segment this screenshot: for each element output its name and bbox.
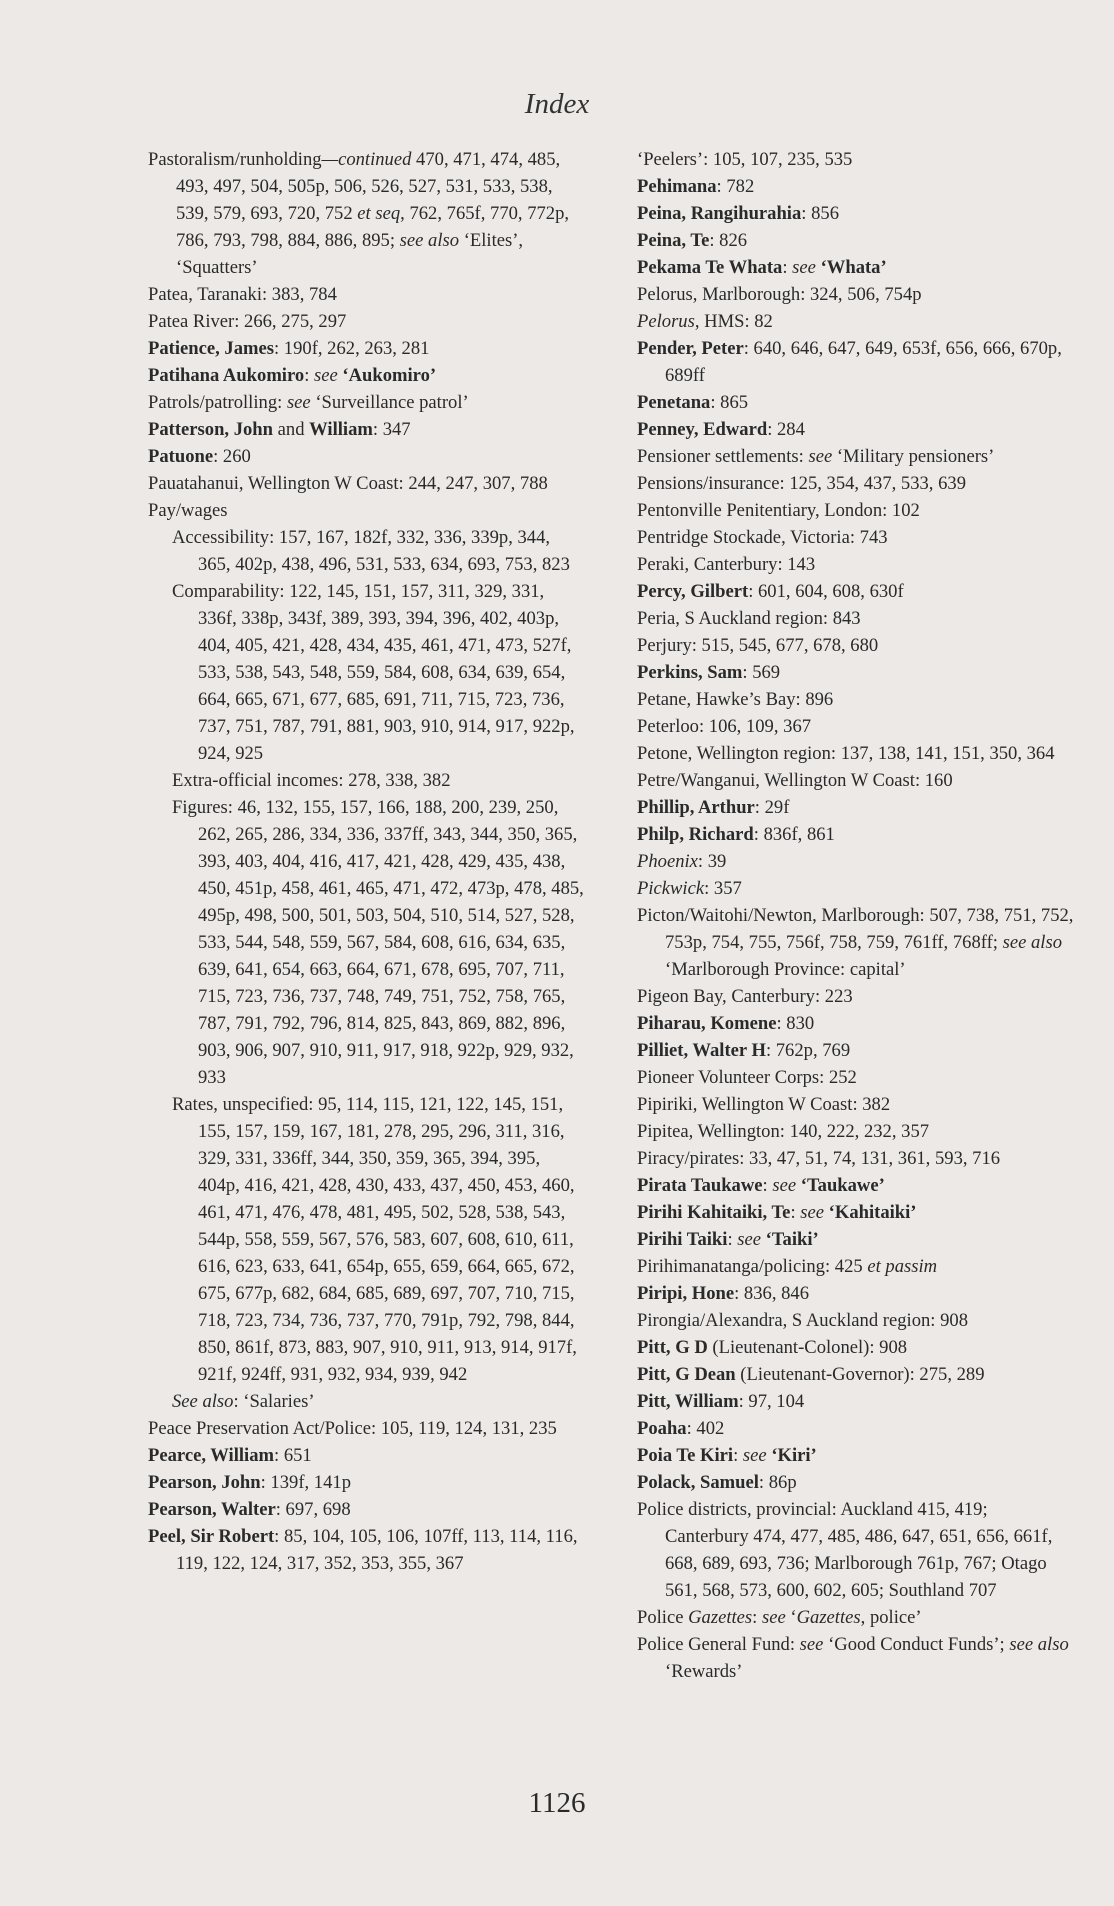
entry-text: Police districts, provincial: Auckland 415, 419; Canterbury 474, 477, 485, 486, 647, 651, 656, 661f, 668, 689, 693, 736; Marlborough 761p, 767; Otago 561, 568, 573, 600, 602, 605; Southland 707 <box>637 1499 1053 1601</box>
index-entry <box>637 551 1074 578</box>
entry-text: Pelorus, Marlborough: 324, 506, 754p <box>637 284 922 305</box>
entry-text: Petane, Hawke’s Bay: 896 <box>637 689 834 710</box>
entry-text: : <box>304 365 315 386</box>
entry-text: Peterloo: 106, 109, 367 <box>637 716 812 737</box>
entry-text: Piharau, Komene <box>637 1013 777 1034</box>
entry-text: ‘Rewards’ <box>665 1661 743 1682</box>
entry-text: see <box>772 1175 797 1196</box>
index-subentry <box>148 1388 584 1415</box>
index-entry <box>637 1280 1074 1307</box>
index-entry <box>637 1199 1074 1226</box>
index-entry <box>637 1604 1074 1631</box>
entry-text: Pitt, William <box>637 1391 739 1412</box>
entry-text: Pelorus <box>637 311 695 332</box>
entry-text: Poaha <box>637 1418 687 1439</box>
index-entry <box>148 416 584 443</box>
index-entry <box>148 443 584 470</box>
entry-text: —continued <box>321 149 412 170</box>
entry-text: ‘Taiki’ <box>765 1229 819 1250</box>
index-entry <box>148 362 584 389</box>
index-entry <box>637 605 1074 632</box>
entry-text: Gazettes <box>796 1607 861 1628</box>
index-entry <box>637 1361 1074 1388</box>
entry-text: Pearson, John <box>148 1472 261 1493</box>
entry-text: Pirata Taukawe <box>637 1175 763 1196</box>
index-entry <box>637 1226 1074 1253</box>
entry-text: et seq <box>357 203 401 224</box>
entry-text: : 347 <box>372 419 411 440</box>
entry-text: ‘Aukomiro’ <box>342 365 437 386</box>
entry-text: see <box>737 1229 762 1250</box>
entry-text: Pioneer Volunteer Corps: 252 <box>637 1067 857 1088</box>
index-entry <box>148 1523 584 1577</box>
entry-text: ‘Kahitaiki’ <box>828 1202 917 1223</box>
index-entry <box>637 254 1074 281</box>
index-entry <box>637 767 1074 794</box>
entry-text: ‘Marlborough Province: capital’ <box>665 959 906 980</box>
entry-text: Perjury: 515, 545, 677, 678, 680 <box>637 635 879 656</box>
entry-text: , HMS: 82 <box>694 311 773 332</box>
entry-text: : 402 <box>686 1418 725 1439</box>
index-entry <box>637 902 1074 983</box>
running-header: Index <box>524 88 590 120</box>
entry-text: Figures: 46, 132, 155, 157, 166, 188, 200, 239, 250, 262, 265, 286, 334, 336, 337ff, 343, 344, 350, 365, 393, 403, 404, 416, 417, 421, 428, 429, 435, 438, 450, 451p, 458, 461, 465, 471, 472, 473p, 478, 485, 495p, 498, 500, 501, 503, 504, 510, 514, 527, 528, 533, 544, 548, 559, 567, 584, 608, 616, 634, 635, 639, 641, 654, 663, 664, 671, 678, 695, 707, 711, 715, 723, 736, 737, 748, 749, 751, 752, 758, 765, 787, 791, 792, 796, 814, 825, 843, 869, 882, 896, 903, 906, 907, 910, 911, 917, 918, 922p, 929, 932, 933 <box>172 797 584 1088</box>
entry-text: : <box>752 1607 762 1628</box>
entry-text: : 830 <box>776 1013 815 1034</box>
entry-text: Philp, Richard <box>637 824 754 845</box>
entry-text: , police’ <box>860 1607 922 1628</box>
index-entry <box>637 740 1074 767</box>
entry-text: see <box>808 446 833 467</box>
entry-text: Peina, Rangihurahia <box>637 203 802 224</box>
entry-text: Pentridge Stockade, Victoria: 743 <box>637 527 888 548</box>
entry-text: see <box>792 257 816 278</box>
entry-text: : 190f, 262, 263, 281 <box>273 338 430 359</box>
index-entry <box>637 389 1074 416</box>
entry-text: see <box>314 365 338 386</box>
index-entry <box>637 524 1074 551</box>
entry-text: : 29f <box>754 797 790 818</box>
entry-text: Poia Te Kiri <box>637 1445 734 1466</box>
entry-text: Patience, James <box>148 338 274 359</box>
index-entry <box>148 146 584 281</box>
index-entry <box>637 1037 1074 1064</box>
entry-text: : 85, 104, 105, 106, 107ff, 113, 114, 116, 119, 122, 124, 317, 352, 353, 355, 367 <box>176 1526 578 1574</box>
entry-text: : 651 <box>274 1445 312 1466</box>
entry-text: Pearce, William <box>148 1445 274 1466</box>
index-entry <box>637 983 1074 1010</box>
index-entry <box>637 146 1074 173</box>
index-entry <box>637 794 1074 821</box>
entry-text: : 856 <box>801 203 839 224</box>
entry-text: Petre/Wanganui, Wellington W Coast: 160 <box>637 770 953 791</box>
entry-text: ‘Peelers’: 105, 107, 235, 535 <box>637 149 853 170</box>
index-entry <box>637 875 1074 902</box>
index-entry <box>148 1415 584 1442</box>
index-entry <box>148 497 584 524</box>
entry-text: Pirihi Taiki <box>637 1229 728 1250</box>
index-entry <box>637 200 1074 227</box>
entry-text: Phoenix <box>637 851 698 872</box>
entry-text: see also <box>1009 1634 1069 1655</box>
entry-text: ‘Good Conduct Funds’; <box>823 1634 1010 1655</box>
index-entry <box>637 335 1074 389</box>
entry-text: Penetana <box>637 392 711 413</box>
entry-text: see <box>800 1202 825 1223</box>
index-entry <box>637 659 1074 686</box>
entry-text: Patterson, John <box>148 419 273 440</box>
entry-text: : 836, 846 <box>734 1283 810 1304</box>
entry-text: Police <box>637 1607 689 1628</box>
entry-text: Pipitea, Wellington: 140, 222, 232, 357 <box>637 1121 930 1142</box>
entry-text: Pitt, G Dean <box>637 1364 736 1385</box>
entry-text: Patea River: 266, 275, 297 <box>148 311 347 332</box>
entry-text: (Lieutenant-Governor): 275, 289 <box>735 1364 985 1385</box>
entry-text: Phillip, Arthur <box>637 797 755 818</box>
entry-text: Pay/wages <box>148 500 228 521</box>
entry-text: : 865 <box>710 392 749 413</box>
index-entry <box>637 470 1074 497</box>
entry-text: Pender, Peter <box>637 338 744 359</box>
entry-text: Pilliet, Walter H <box>637 1040 766 1061</box>
entry-text: see <box>286 392 311 413</box>
entry-text: ‘Whata’ <box>820 257 887 278</box>
index-entry <box>637 173 1074 200</box>
entry-text: See also <box>172 1391 234 1412</box>
entry-text: ‘Kiri’ <box>771 1445 817 1466</box>
entry-text: Patrols/patrolling: <box>148 392 287 413</box>
entry-text: Pickwick <box>637 878 705 899</box>
entry-text: Pastoralism/runholding <box>148 149 322 170</box>
entry-text: Penney, Edward <box>637 419 768 440</box>
entry-text: (Lieutenant-Colonel): 908 <box>707 1337 908 1358</box>
index-entry <box>637 1145 1074 1172</box>
index-entry <box>148 1496 584 1523</box>
index-column-left <box>148 146 584 1577</box>
entry-text: Extra-official incomes: 278, 338, 382 <box>172 770 451 791</box>
index-entry <box>637 1388 1074 1415</box>
index-entry <box>148 1469 584 1496</box>
entry-text: Pirihi Kahitaiki, Te <box>637 1202 791 1223</box>
entry-text: Rates, unspecified: 95, 114, 115, 121, 122, 145, 151, 155, 157, 159, 167, 181, 278, 295, 296, 311, 316, 329, 331, 336ff, 344, 350, 359, 365, 394, 395, 404p, 416, 421, 428, 430, 433, 437, 450, 453, 460, 461, 471, 476, 478, 481, 495, 502, 528, 538, 543, 544p, 558, 559, 567, 576, 583, 607, 608, 610, 611, 616, 623, 633, 641, 654p, 655, 659, 664, 665, 672, 675, 677p, 682, 684, 685, 689, 697, 707, 710, 715, 718, 723, 734, 736, 737, 770, 791p, 792, 798, 844, 850, 861f, 873, 883, 907, 910, 911, 913, 914, 917f, 921f, 924ff, 931, 932, 934, 939, 942 <box>172 1094 577 1385</box>
entry-text: Pirongia/Alexandra, S Auckland region: 908 <box>637 1310 969 1331</box>
index-entry <box>637 1442 1074 1469</box>
entry-text: Pensioner settlements: <box>637 446 809 467</box>
index-entry <box>148 389 584 416</box>
entry-text: et passim <box>867 1256 938 1277</box>
entry-text: Patuone <box>148 446 214 467</box>
entry-text: Pehimana <box>637 176 717 197</box>
index-entry <box>637 848 1074 875</box>
index-entry <box>637 686 1074 713</box>
entry-text: Pekama Te Whata <box>637 257 783 278</box>
entry-text: ‘Military pensioners’ <box>832 446 995 467</box>
index-entry <box>148 1442 584 1469</box>
entry-text: Peria, S Auckland region: 843 <box>637 608 861 629</box>
entry-text: ‘Taukawe’ <box>800 1175 885 1196</box>
entry-text: Patea, Taranaki: 383, 784 <box>148 284 337 305</box>
entry-text: William <box>309 419 373 440</box>
index-entry <box>637 713 1074 740</box>
index-entry <box>637 1496 1074 1604</box>
entry-text: Pigeon Bay, Canterbury: 223 <box>637 986 853 1007</box>
index-entry <box>637 416 1074 443</box>
entry-text: : 569 <box>742 662 781 683</box>
index-entry <box>637 578 1074 605</box>
entry-text: Peace Preservation Act/Police: 105, 119, 124, 131, 235 <box>148 1418 557 1439</box>
index-entry <box>637 1064 1074 1091</box>
entry-text: Piracy/pirates: 33, 47, 51, 74, 131, 361, 593, 716 <box>637 1148 1001 1169</box>
index-column-right <box>637 146 1074 1685</box>
index-entry <box>637 1010 1074 1037</box>
index-entry <box>148 308 584 335</box>
entry-text: Police General Fund: <box>637 1634 800 1655</box>
entry-text: : 86p <box>758 1472 797 1493</box>
page-number: 1126 <box>528 1787 586 1819</box>
index-entry <box>637 1091 1074 1118</box>
index-subentry <box>148 1091 584 1388</box>
entry-text: Patihana Aukomiro <box>148 365 305 386</box>
entry-text: Pearson, Walter <box>148 1499 276 1520</box>
entry-text: : 601, 604, 608, 630f <box>748 581 904 602</box>
entry-text: : 826 <box>709 230 748 251</box>
index-entry <box>637 1631 1074 1685</box>
entry-text: , 762, 765f, 770, 772p, 786, 793, 798, 884, 886, 895; <box>176 203 570 251</box>
entry-text: Peina, Te <box>637 230 710 251</box>
index-subentry <box>148 578 584 767</box>
index-entry <box>637 1469 1074 1496</box>
entry-text: : 836f, 861 <box>753 824 835 845</box>
index-entry <box>148 470 584 497</box>
entry-text: : 97, 104 <box>738 1391 805 1412</box>
index-entry <box>637 443 1074 470</box>
entry-text: 470, 471, 474, 485, 493, 497, 504, 505p, 506, 526, 527, 531, 533, 538, 539, 579, 693, 720, 752 <box>176 149 561 224</box>
entry-text: see <box>799 1634 824 1655</box>
entry-text: Perkins, Sam <box>637 662 743 683</box>
index-entry <box>637 497 1074 524</box>
index-entry <box>637 308 1074 335</box>
entry-text: Pipiriki, Wellington W Coast: 382 <box>637 1094 891 1115</box>
entry-text: Pentonville Penitentiary, London: 102 <box>637 500 920 521</box>
index-entry <box>148 281 584 308</box>
index-entry <box>637 281 1074 308</box>
entry-text: : 640, 646, 647, 649, 653f, 656, 666, 670p, 689ff <box>665 338 1062 386</box>
entry-text: Accessibility: 157, 167, 182f, 332, 336, 339p, 344, 365, 402p, 438, 496, 531, 533, 634, 693, 753, 823 <box>172 527 570 575</box>
entry-text: ‘Surveillance patrol’ <box>310 392 469 413</box>
index-entry <box>637 227 1074 254</box>
entry-text: : <box>733 1445 743 1466</box>
entry-text: : 39 <box>697 851 727 872</box>
index-entry <box>148 335 584 362</box>
entry-text: Peel, Sir Robert <box>148 1526 275 1547</box>
entry-text: Piripi, Hone <box>637 1283 735 1304</box>
index-entry <box>637 821 1074 848</box>
entry-text: Petone, Wellington region: 137, 138, 141, 151, 350, 364 <box>637 743 1055 764</box>
index-subentry <box>148 794 584 1091</box>
entry-text: Picton/Waitohi/Newton, Marlborough: 507, 738, 751, 752, 753p, 754, 755, 756f, 758, 759, 761ff, 768ff; <box>637 905 1074 953</box>
index-entry <box>637 1415 1074 1442</box>
index-entry <box>637 1334 1074 1361</box>
entry-text: Pauatahanui, Wellington W Coast: 244, 247, 307, 788 <box>148 473 548 494</box>
entry-text: Pitt, G D <box>637 1337 708 1358</box>
index-entry <box>637 1253 1074 1280</box>
entry-text: : 260 <box>213 446 251 467</box>
index-entry <box>637 1118 1074 1145</box>
entry-text: : 284 <box>767 419 805 440</box>
entry-text: see <box>742 1445 767 1466</box>
entry-text: : 357 <box>704 878 742 899</box>
entry-text: Percy, Gilbert <box>637 581 749 602</box>
index-entry <box>637 1172 1074 1199</box>
entry-text: : <box>782 257 793 278</box>
index-subentry <box>148 767 584 794</box>
index-entry <box>637 632 1074 659</box>
entry-text: see <box>762 1607 786 1628</box>
entry-text: see also <box>399 230 460 251</box>
entry-text: Polack, Samuel <box>637 1472 759 1493</box>
entry-text: : 697, 698 <box>275 1499 351 1520</box>
entry-text: Pirihimanatanga/policing: 425 <box>637 1256 868 1277</box>
entry-text: ‘ <box>785 1607 797 1628</box>
entry-text: Comparability: 122, 145, 151, 157, 311, 329, 331, 336f, 338p, 343f, 389, 393, 394, 396, 402, 403p, 404, 405, 421, 428, 434, 435, 461, 471, 473, 527f, 533, 538, 543, 548, 559, 584, 608, 634, 639, 654, 664, 665, 671, 677, 685, 691, 711, 715, 723, 736, 737, 751, 787, 791, 881, 903, 910, 914, 917, 922p, 924, 925 <box>172 581 575 764</box>
entry-text: : <box>762 1175 773 1196</box>
entry-text: Peraki, Canterbury: 143 <box>637 554 816 575</box>
entry-text: Pensions/insurance: 125, 354, 437, 533, 639 <box>637 473 966 494</box>
entry-text: : ‘Salaries’ <box>233 1391 315 1412</box>
entry-text: : <box>727 1229 738 1250</box>
entry-text: see also <box>1002 932 1062 953</box>
entry-text: and <box>273 419 310 440</box>
entry-text: : 782 <box>716 176 755 197</box>
entry-text: : 762p, 769 <box>765 1040 851 1061</box>
index-subentry <box>148 524 584 578</box>
index-entry <box>637 1307 1074 1334</box>
entry-text: ‘Elites’, ‘Squatters’ <box>176 230 524 278</box>
entry-text: Gazettes <box>688 1607 753 1628</box>
entry-text: : 139f, 141p <box>260 1472 351 1493</box>
entry-text: : <box>790 1202 801 1223</box>
